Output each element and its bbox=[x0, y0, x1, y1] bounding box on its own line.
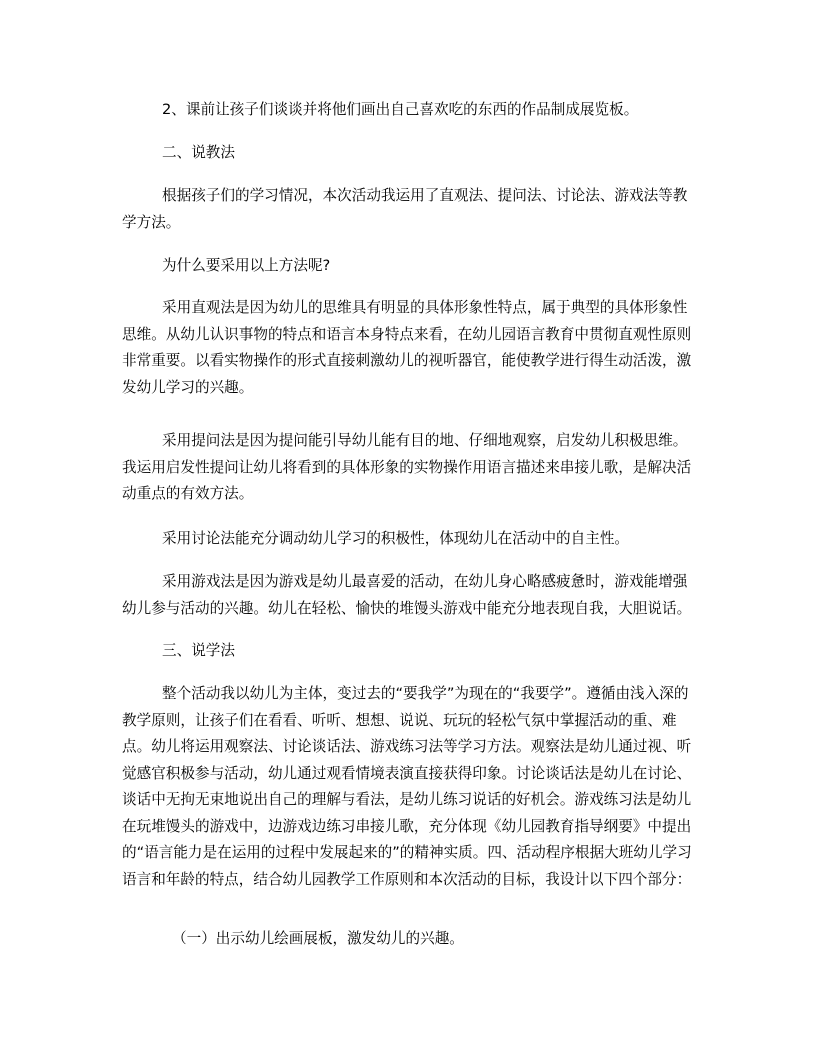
paragraph-activity-step-1: （一）出示幼儿绘画展板，激发幼儿的兴趣。 bbox=[172, 930, 464, 947]
paragraph-game-method: 采用游戏法是因为游戏是幼儿最喜爱的活动，在幼儿身心略感疲惫时，游戏能增强幼儿参与活动的兴趣。幼儿在轻松、愉快的堆馒头游戏中能充分地表现自我，大胆说话。 bbox=[122, 573, 692, 617]
paragraph-learning-methods: 整个活动我以幼儿为主体，变过去的“要我学”为现在的“我要学”。遵循由浅入深的教学原则，让孩子们在看看、听听、想想、说说、玩玩的轻松气氛中掌握活动的重、难点。幼儿将运用观察法、讨论谈话法、游戏练习法等学习方法。观察法是幼儿通过视、听觉感官积极参与活动，幼儿通过观看情境表演直接获得印象。讨论谈话法是幼儿在讨论、谈话中无拘无束地说出自己的理解与看法，是幼儿练习说话的好机会。游戏练习法是幼儿在玩堆馒头的游戏中，边游戏边练习串接儿歌，充分体现《幼儿园教育指导纲要》中提出的“语言能力是在运用的过程中发展起来的”的精神实质。四、活动程序根据大班幼儿学习语言和年龄的特点，结合幼儿园教学工作原则和本次活动的目标，我设计以下四个部分： bbox=[122, 685, 692, 888]
paragraph-methods-overview: 根据孩子们的学习情况，本次活动我运用了直观法、提问法、讨论法、游戏法等教学方法。 bbox=[122, 187, 688, 231]
paragraph-why-question: 为什么要采用以上方法呢? bbox=[162, 257, 331, 274]
paragraph-questioning-method: 采用提问法是因为提问能引导幼儿能有目的地、仔细地观察，启发幼儿积极思维。我运用启发性提问让幼儿将看到的具体形象的实物操作用语言描述来串接儿歌，是解决活动重点的有效方法。 bbox=[122, 432, 692, 502]
section-heading-teaching-methods: 二、说教法 bbox=[162, 144, 235, 161]
section-heading-learning-methods: 三、说学法 bbox=[162, 642, 235, 659]
paragraph-preparation-item-2: 2、课前让孩子们谈谈并将他们画出自己喜欢吃的东西的作品制成展览板。 bbox=[162, 101, 639, 118]
paragraph-intuitive-method: 采用直观法是因为幼儿的思维具有明显的具体形象性特点，属于典型的具体形象性思维。从幼儿认识事物的特点和语言本身特点来看，在幼儿园语言教育中贯彻直观性原则非常重要。以看实物操作的形式直接刺激幼儿的视听器官，能使教学进行得生动活泼，激发幼儿学习的兴趣。 bbox=[122, 299, 692, 396]
paragraph-discussion-method: 采用讨论法能充分调动幼儿学习的积极性，体现幼儿在活动中的自主性。 bbox=[162, 530, 630, 547]
